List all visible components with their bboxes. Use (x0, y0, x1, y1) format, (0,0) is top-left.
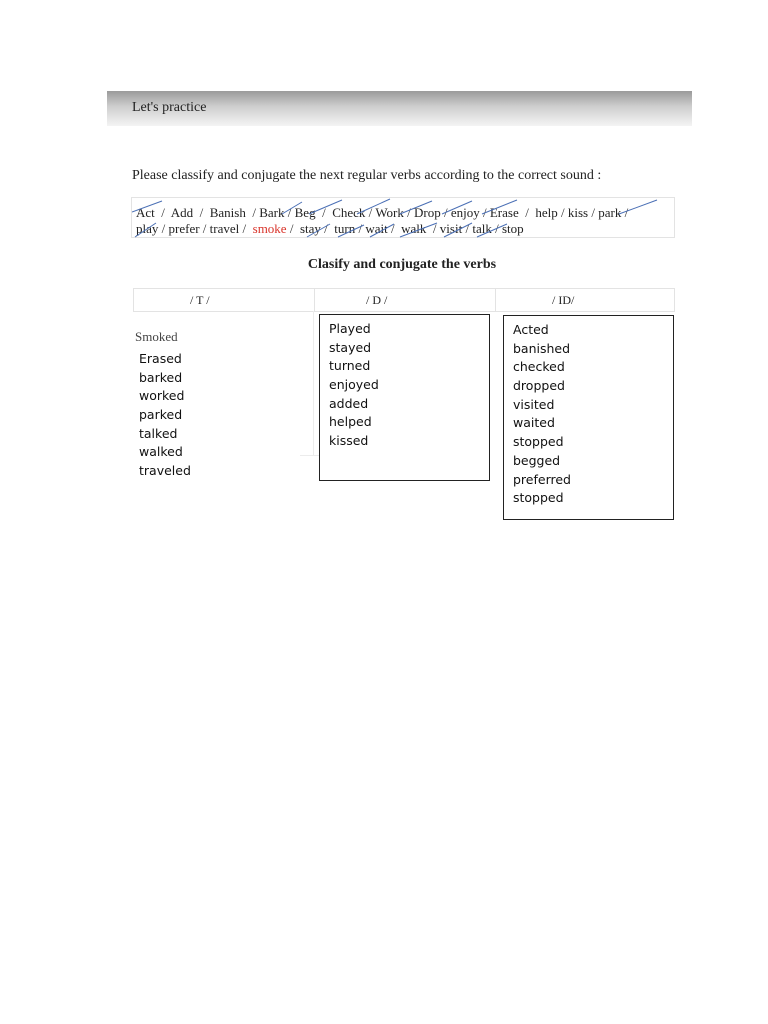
sound-table-header (133, 288, 675, 312)
list-item: added (329, 395, 369, 411)
list-item: dropped (513, 378, 565, 394)
verb-item: play (136, 221, 159, 236)
id-sound-box (503, 315, 674, 520)
list-item: worked (139, 388, 185, 404)
verb-item: travel (209, 221, 240, 236)
list-item: barked (139, 369, 183, 385)
list-item: waited (513, 415, 555, 431)
list-item: Erased (139, 351, 182, 366)
verb-item: Act (136, 205, 155, 220)
list-item: turned (329, 358, 371, 374)
list-item: Played (329, 321, 371, 336)
verb-item: turn (334, 221, 356, 236)
list-item: begged (513, 452, 561, 468)
verb-item: Bark (259, 205, 285, 220)
list-item: checked (513, 359, 565, 375)
list-item: parked (139, 407, 183, 423)
practice-banner (107, 91, 692, 126)
banner-title: Let's practice (132, 100, 207, 115)
verb-line-1: Act / Add / Banish / Bark / Beg / Check / Work / Drop / enjoy / Erase / help / kiss / park / (136, 205, 629, 220)
header-id-sound: / ID/ (552, 293, 575, 307)
verb-item: stay (299, 221, 321, 236)
list-item: traveled (139, 463, 191, 479)
id-sound-list (513, 321, 571, 508)
faint-divider (300, 455, 320, 456)
verb-list-box (131, 197, 675, 238)
verb-line-2: play / prefer / travel / smoke / stay / turn / wait / walk / visit / talk / stop (136, 221, 524, 236)
faint-divider (313, 311, 314, 456)
verb-item: Check (332, 205, 366, 220)
header-t-sound: / T / (190, 293, 210, 307)
d-sound-box (319, 314, 490, 481)
verb-item-highlighted: smoke (252, 221, 287, 236)
verb-item: Drop (414, 205, 441, 220)
list-item: stayed (329, 339, 372, 355)
list-item: helped (329, 414, 372, 430)
list-item: Acted (513, 322, 549, 337)
verb-item: stop (501, 221, 524, 236)
d-sound-list (329, 320, 379, 451)
verb-item: kiss (567, 205, 589, 220)
column-divider (495, 289, 496, 311)
list-item: visited (513, 396, 555, 412)
instruction-text: Please classify and conjugate the next regular verbs according to the correct sound : (132, 168, 602, 183)
list-item: kissed (329, 433, 369, 449)
list-item: stopped (513, 490, 564, 506)
t-sound-list (139, 350, 191, 481)
list-item: talked (139, 425, 178, 441)
verb-item: Banish (209, 205, 246, 220)
verb-item: park (598, 205, 622, 220)
list-item: walked (139, 444, 183, 460)
verb-item: help (535, 205, 558, 220)
header-d-sound: / D / (366, 293, 388, 307)
verb-item: enjoy (450, 205, 480, 220)
verb-item: Add (170, 205, 194, 220)
list-item: stopped (513, 434, 564, 450)
list-item: enjoyed (329, 377, 379, 393)
verb-item: prefer (168, 221, 200, 236)
section-title: Clasify and conjugate the verbs (307, 257, 497, 272)
verb-item: Work (375, 205, 404, 220)
list-item: banished (513, 340, 571, 356)
verb-item: Beg (294, 205, 316, 220)
verb-item: wait (365, 221, 388, 236)
verb-item: walk (401, 221, 427, 236)
verb-item: Erase (489, 205, 519, 220)
t-sound-first-word: Smoked (135, 329, 178, 344)
column-divider (314, 289, 315, 311)
verb-item: talk (472, 221, 492, 236)
list-item: preferred (513, 471, 571, 487)
verb-item: visit (439, 221, 463, 236)
